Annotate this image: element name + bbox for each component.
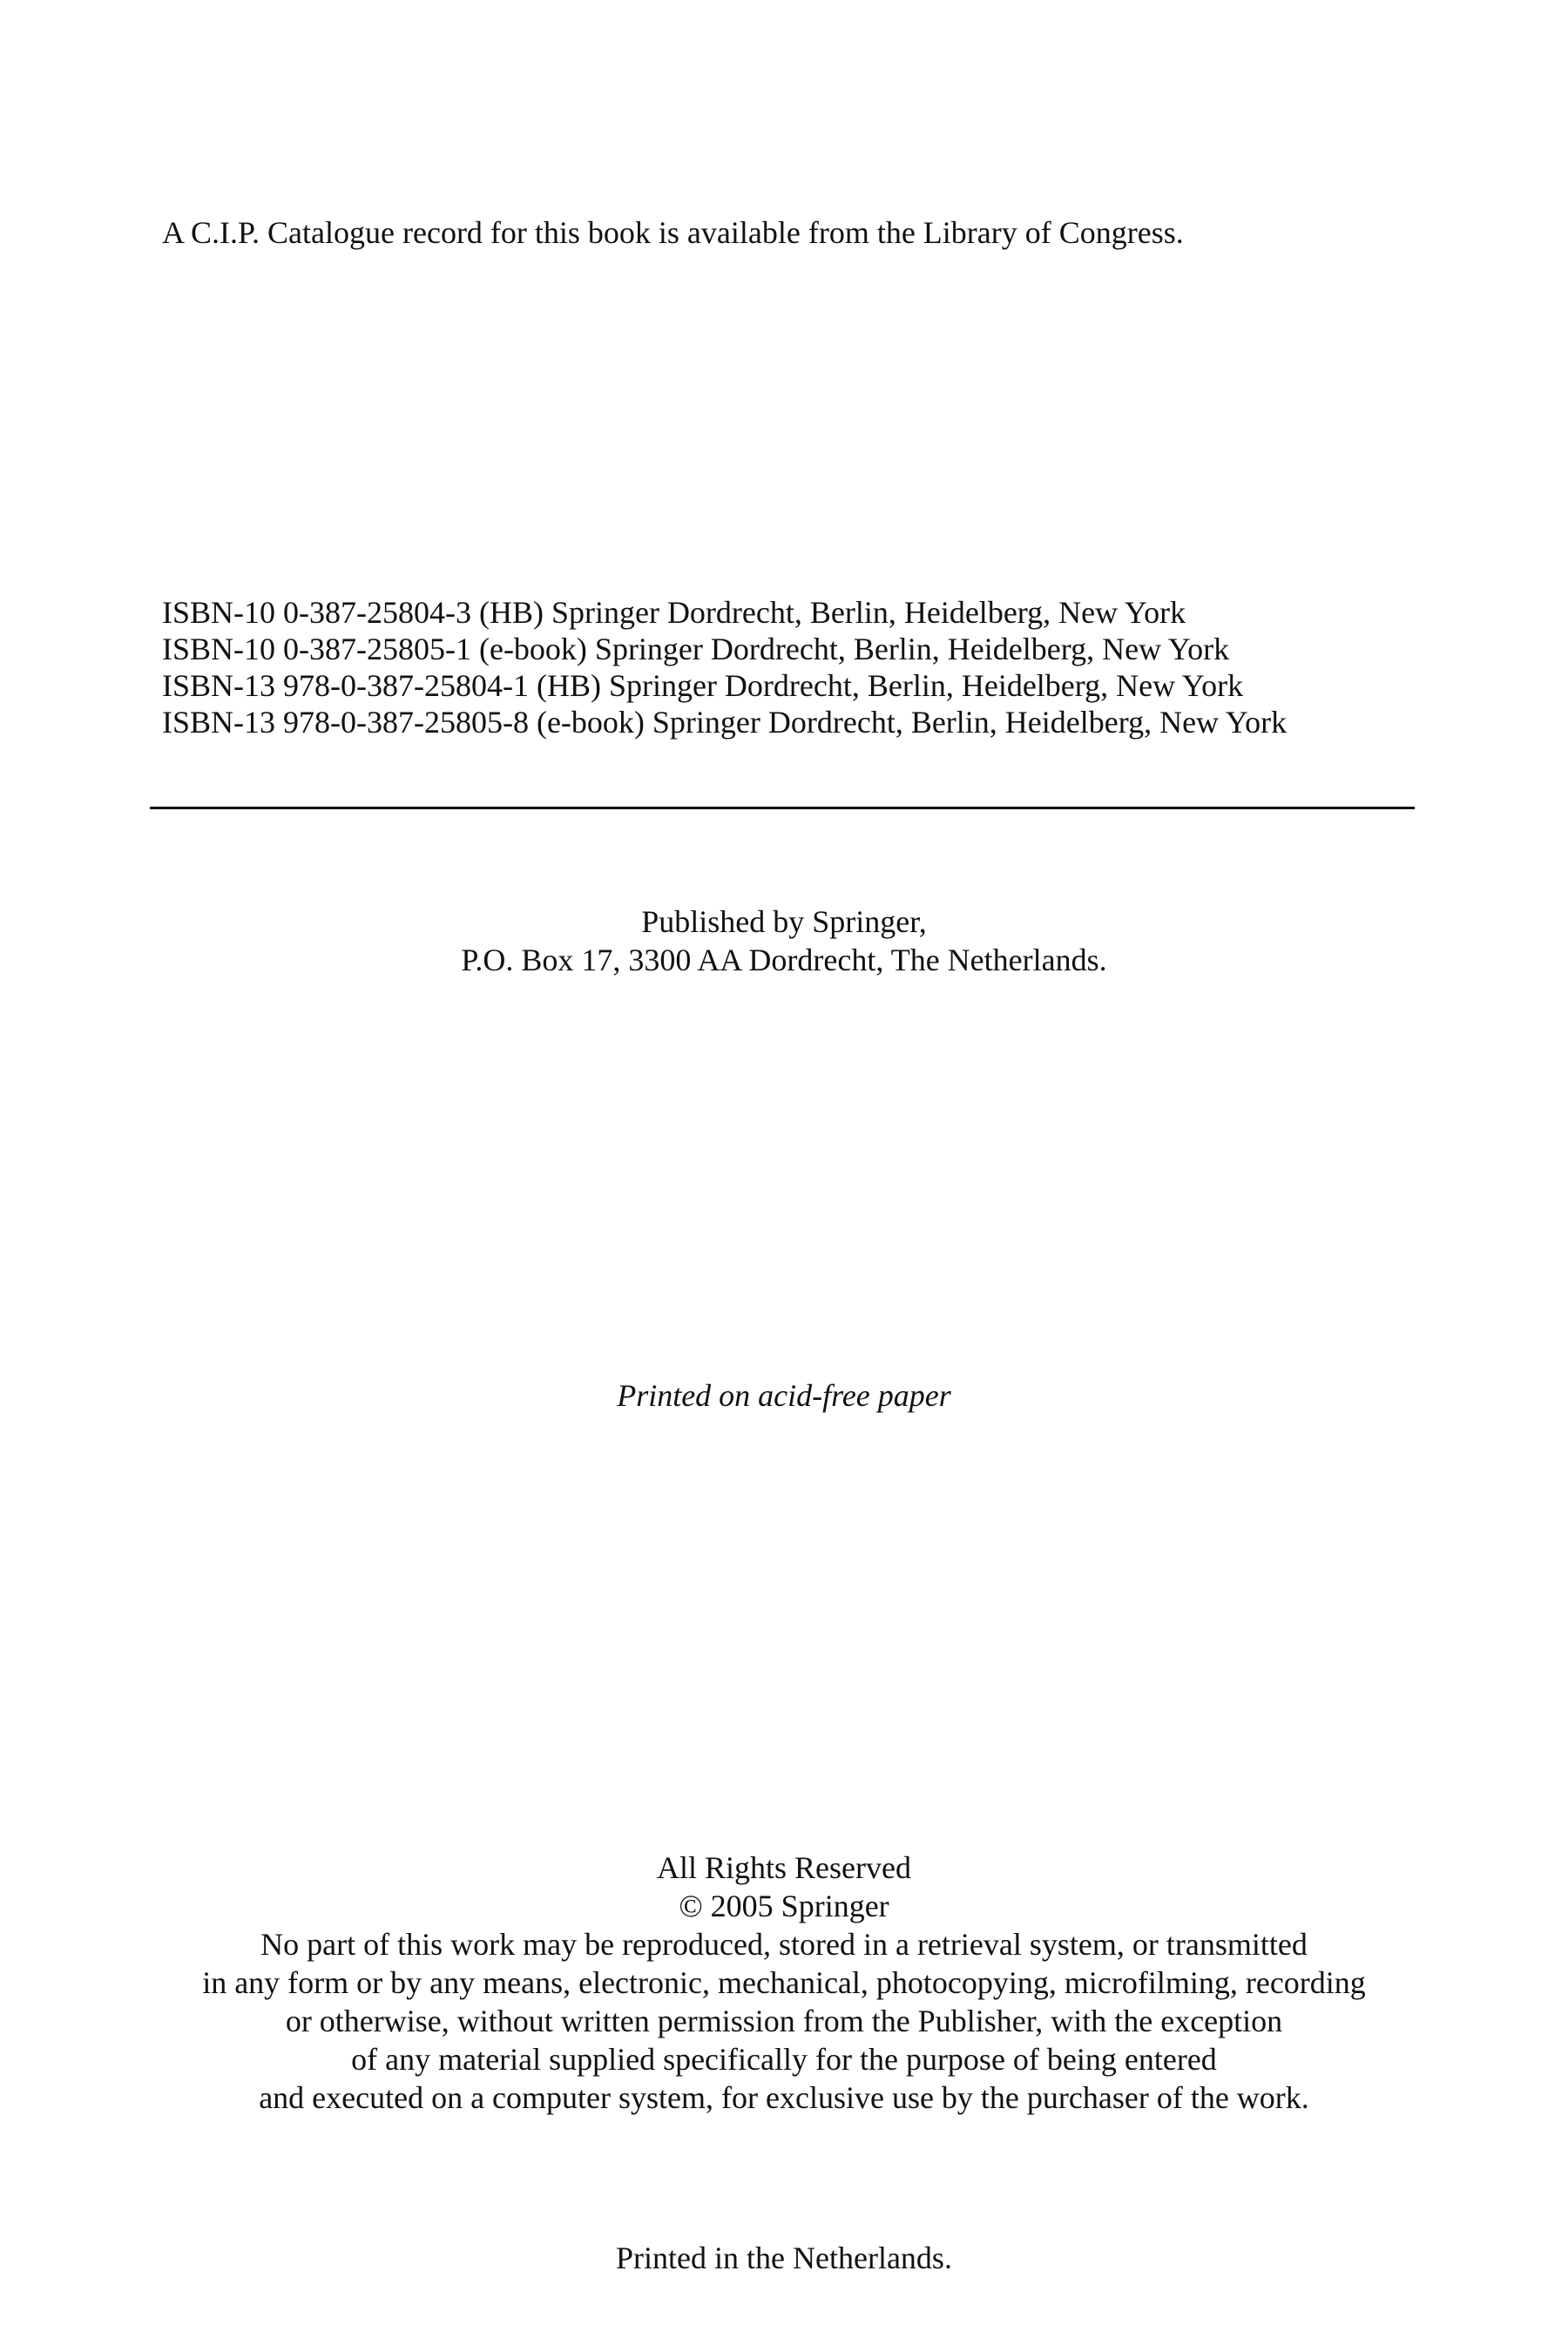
isbn-line: ISBN-10 0-387-25804-3 (HB) Springer Dordrecht, Berlin, Heidelberg, New York: [162, 595, 1186, 630]
rights-text-line: of any material supplied specifically for the purpose of being entered: [351, 2042, 1217, 2077]
acid-free-paper-note: Printed on acid-free paper: [617, 1378, 951, 1413]
copyright-line: © 2005 Springer: [679, 1889, 889, 1923]
isbn-line: ISBN-10 0-387-25805-1 (e-book) Springer Dordrecht, Berlin, Heidelberg, New York: [162, 632, 1230, 666]
cip-record-text: A C.I.P. Catalogue record for this book is available from the Library of Congress.: [162, 215, 1184, 250]
printed-in-block: [0, 2239, 1568, 2277]
isbn-line: ISBN-13 978-0-387-25805-8 (e-book) Springer Dordrecht, Berlin, Heidelberg, New York: [162, 705, 1288, 740]
rights-text-line: or otherwise, without written permission from the Publisher, with the exception: [285, 2004, 1283, 2038]
publisher-name: Published by Springer,: [641, 904, 927, 939]
publisher-address: P.O. Box 17, 3300 AA Dordrecht, The Netherlands.: [461, 943, 1107, 977]
printed-in-text: Printed in the Netherlands.: [616, 2240, 952, 2275]
rights-text-line: and executed on a computer system, for exclusive use by the purchaser of the work.: [259, 2080, 1309, 2115]
rights-text-line: in any form or by any means, electronic, mechanical, photocopying, microfilming, recording: [202, 1965, 1366, 2000]
rights-text-line: No part of this work may be reproduced, stored in a retrieval system, or transmitted: [260, 1927, 1308, 1962]
publisher-block: [0, 902, 1568, 979]
isbn-line: ISBN-13 978-0-387-25804-1 (HB) Springer Dordrecht, Berlin, Heidelberg, New York: [162, 668, 1244, 703]
rights-block: [0, 1848, 1568, 2117]
isbn-list: [162, 594, 1287, 740]
rights-heading: All Rights Reserved: [657, 1850, 911, 1885]
horizontal-divider: [150, 807, 1415, 809]
paper-note-block: [0, 1376, 1568, 1415]
